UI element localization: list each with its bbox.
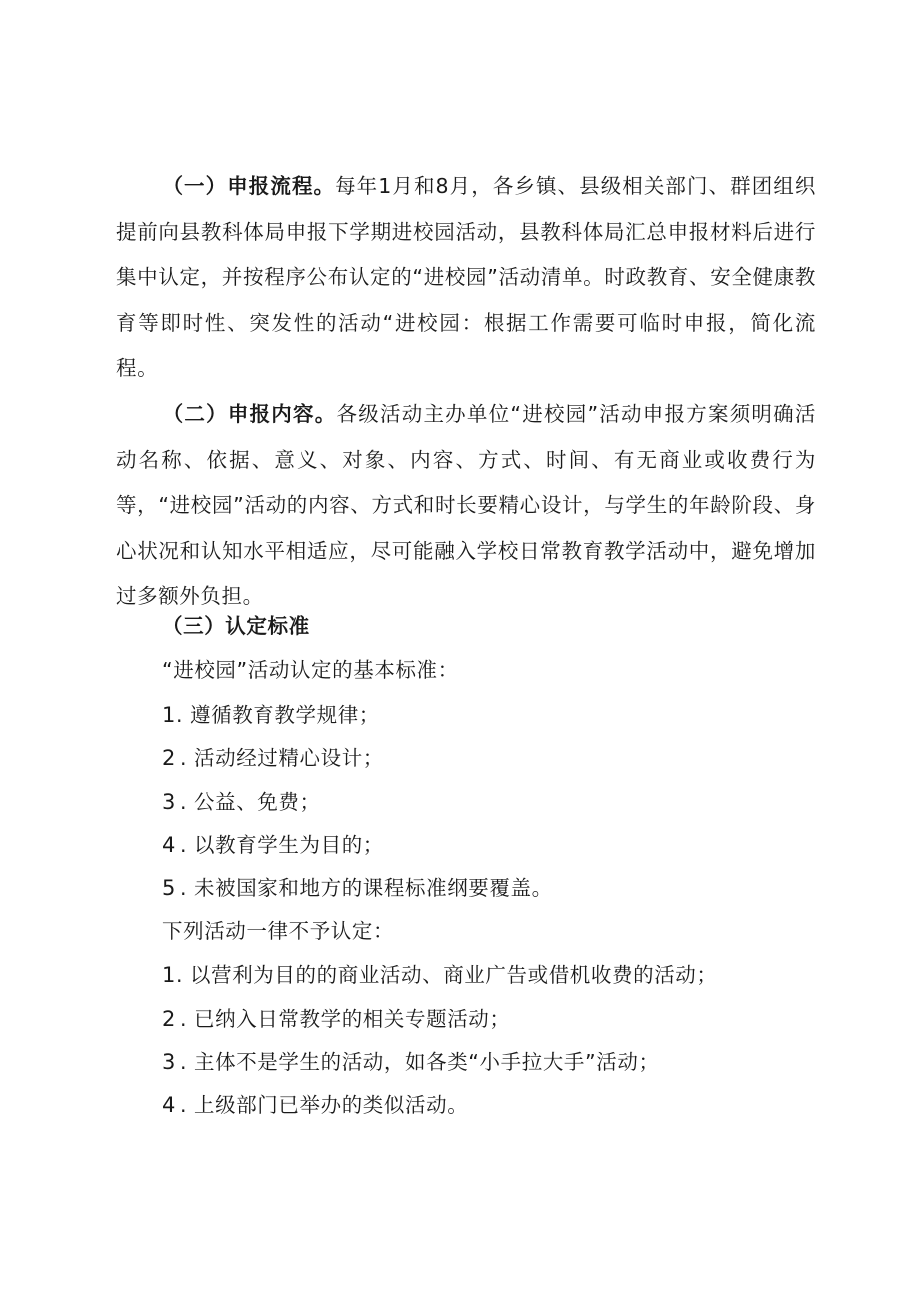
list-item-number: 4 — [162, 1093, 176, 1117]
exclusion-item: 2 . 已纳入日常教学的相关专题活动； — [162, 1007, 511, 1031]
basic-criteria-item: 4 . 以教育学生为目的； — [162, 833, 384, 857]
section-heading-criteria: （三）认定标准 — [162, 614, 310, 638]
basic-criteria-item: 2 . 活动经过精心设计； — [162, 746, 384, 770]
list-item-number: 2 — [162, 1007, 176, 1031]
list-item-text: 以营利为目的的商业活动、商业广告或借机收费的活动； — [190, 963, 718, 987]
list-item-number: 3 — [162, 1050, 176, 1074]
list-item-text: 遵循教育教学规律； — [190, 703, 380, 727]
section-heading-application-content: （二）申报内容。 — [162, 402, 337, 426]
exclusion-intro: 下列活动一律不予认定： — [162, 919, 395, 943]
section-application-content — [116, 392, 816, 620]
list-item-text: 已纳入日常教学的相关专题活动； — [194, 1007, 511, 1031]
list-item-text: 公益、免费； — [194, 790, 321, 814]
list-item-text: 上级部门已举办的类似活动。 — [194, 1093, 469, 1117]
list-item-text: 主体不是学生的活动，如各类“小手拉大手”活动； — [194, 1050, 660, 1074]
list-item-number: 3 — [162, 790, 176, 814]
section-application-process — [116, 164, 816, 392]
list-item-number: 1 — [162, 703, 176, 727]
section-heading-application-process: （一）申报流程。 — [162, 174, 336, 198]
list-item-number: 5 — [162, 876, 176, 900]
section-body-application-content: 各级活动主办单位“进校园”活动申报方案须明确活动名称、依据、意义、对象、内容、方式、时间、有无商业或收费行为等，“进校园”活动的内容、方式和时长要精心设计，与学生的年龄阶段、身心状况和认知水平相适应，尽可能融入学校日常教育教学活动中，避免增加过多额外负担。 — [116, 402, 816, 609]
basic-criteria-item: 1. 遵循教育教学规律； — [162, 703, 380, 727]
list-item-text: 未被国家和地方的课程标准纲要覆盖。 — [194, 876, 553, 900]
basic-criteria-item: 5 . 未被国家和地方的课程标准纲要覆盖。 — [162, 876, 553, 900]
list-item-number: 1 — [162, 963, 176, 987]
exclusion-item: 3 . 主体不是学生的活动，如各类“小手拉大手”活动； — [162, 1050, 660, 1074]
basic-criteria-intro: “进校园”活动认定的基本标准： — [162, 658, 459, 682]
section-body-application-process: 每年1月和8月，各乡镇、县级相关部门、群团组织提前向县教科体局申报下学期进校园活动，县教科体局汇总申报材料后进行集中认定，并按程序公布认定的“进校园”活动清单。时政教育、安全健康教育等即时性、突发性的活动“进校园：根据工作需要可临时申报，简化流程。 — [116, 174, 816, 381]
list-item-number: 2 — [162, 746, 176, 770]
exclusion-item: 4 . 上级部门已举办的类似活动。 — [162, 1093, 469, 1117]
list-item-text: 以教育学生为目的； — [194, 833, 384, 857]
list-item-text: 活动经过精心设计； — [194, 746, 384, 770]
list-item-number: 4 — [162, 833, 176, 857]
exclusion-item: 1. 以营利为目的的商业活动、商业广告或借机收费的活动； — [162, 963, 718, 987]
basic-criteria-item: 3 . 公益、免费； — [162, 790, 321, 814]
